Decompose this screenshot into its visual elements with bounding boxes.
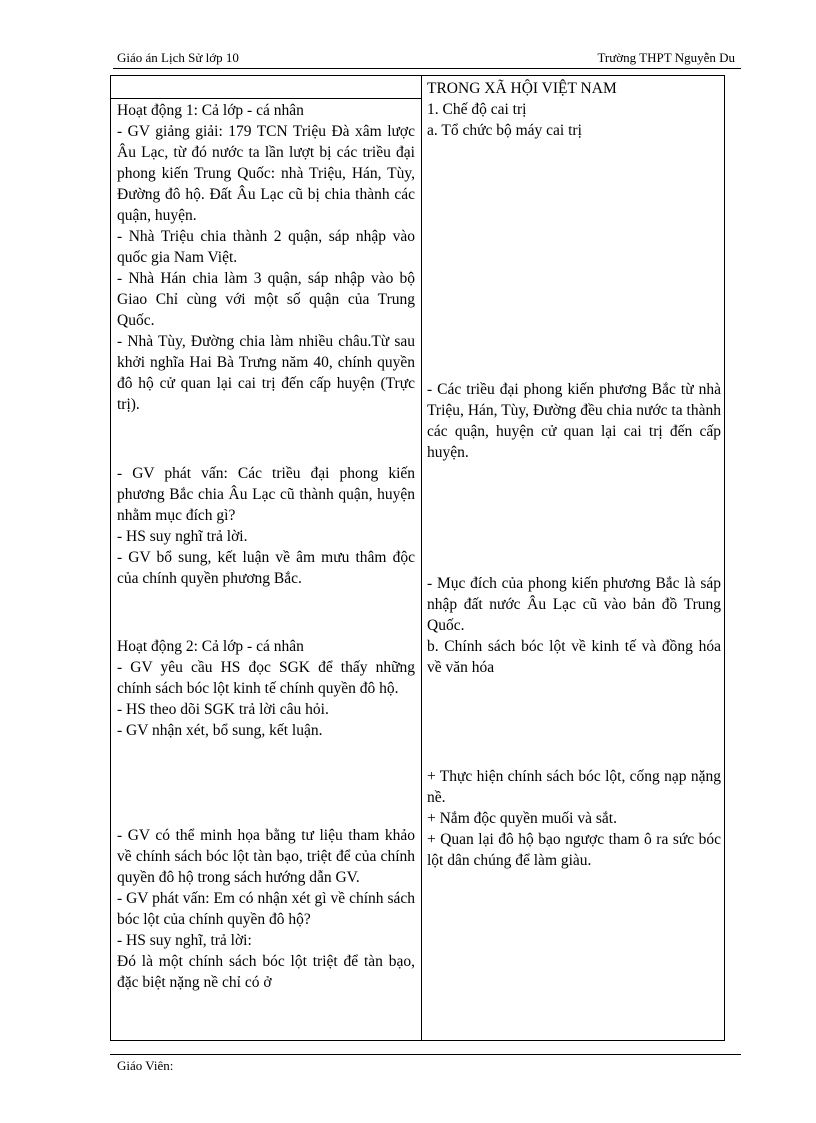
teacher-student-activities-column — [117, 76, 415, 1036]
activity-2-illustration: - GV có thể minh họa bằng tư liệu tham khảo về chính sách bóc lột tàn bạo, triệt để của chính quyền đô hộ trong sách hướng dẫn GV. — [117, 827, 415, 886]
subsection-administration: a. Tổ chức bộ máy cai trị — [427, 122, 582, 139]
knowledge-content-column — [427, 76, 721, 1036]
activity-2-question: - GV phát vấn: Em có nhận xét gì về chính sách bóc lột của chính quyền đô hộ? — [117, 890, 415, 928]
activity-1-han: - Nhà Hán chia làm 3 quận, sáp nhập vào bộ Giao Chỉ cùng với một số quận của Trung Quốc. — [117, 270, 415, 329]
activity-1-heading: Hoạt động 1: Cả lớp - cá nhân — [117, 102, 304, 119]
purpose-block — [427, 573, 721, 678]
activity-2-student-reply: - HS suy nghĩ, trả lời: — [117, 932, 252, 949]
activity-2-heading: Hoạt động 2: Cả lớp - cá nhân — [117, 638, 304, 655]
section-heading-block — [427, 78, 721, 141]
section-title: TRONG XÃ HỘI VIỆT NAM — [427, 80, 617, 97]
footer-teacher-label: Giáo Viên: — [117, 1058, 174, 1073]
administration-summary: - Các triều đại phong kiến phương Bắc từ nhà Triệu, Hán, Tùy, Đường đều chia nước ta thành các quận, huyện cử quan lại cai trị đến cấp huyện. — [427, 381, 721, 461]
activity-2-discussion-block — [117, 825, 415, 993]
activity-2-conclusion: - GV nhận xét, bổ sung, kết luận. — [117, 722, 323, 739]
purpose-summary: - Mục đích của phong kiến phương Bắc là sáp nhập đất nước Âu Lạc cũ vào bản đồ Trung Quốc. — [427, 575, 721, 634]
lesson-table — [110, 75, 725, 1041]
subsection-exploitation-policy: b. Chính sách bóc lột về kinh tế và đồng hóa về văn hóa — [427, 638, 721, 676]
page-header — [113, 50, 739, 68]
exploitation-officials: + Quan lại đô hộ bạo ngược tham ô ra sức bóc lột dân chúng để làm giàu. — [427, 831, 721, 869]
activity-1-tuy-duong: - Nhà Tùy, Đường chia làm nhiều châu.Từ sau khởi nghĩa Hai Bà Trưng năm 40, chính quyền đô hộ cử quan lại cai trị đến cấp huyện (Trực trị). — [117, 333, 415, 413]
column-divider — [421, 76, 422, 1040]
subsection-ruling-regime: 1. Chế độ cai trị — [427, 101, 527, 118]
header-rule — [113, 68, 741, 69]
exploitation-tribute: + Thực hiện chính sách bóc lột, cống nạp nặng nề. — [427, 768, 721, 806]
activity-1-trieu: - Nhà Triệu chia thành 2 quận, sáp nhập vào quốc gia Nam Việt. — [117, 228, 415, 266]
activity-1-conclusion: - GV bổ sung, kết luận về âm mưu thâm độc của chính quyền phương Bắc. — [117, 549, 415, 587]
activity-1-block — [117, 100, 415, 415]
activity-2-block — [117, 636, 415, 741]
administration-summary-block — [427, 379, 721, 463]
activity-2-student-answer: - HS theo dõi SGK trả lời câu hỏi. — [117, 701, 329, 718]
exploitation-details-block — [427, 766, 721, 871]
activity-1-lecture: - GV giảng giải: 179 TCN Triệu Đà xâm lược Âu Lạc, từ đó nước ta lần lượt bị các triều đại phong kiến Trung Quốc: nhà Triệu, Hán, Tùy, Đường đô hộ. Đất Âu Lạc cũ bị chia thành các quận, huyện. — [117, 123, 415, 224]
exploitation-salt-iron: + Nắm độc quyền muối và sắt. — [427, 810, 617, 827]
activity-2-request: - GV yêu cầu HS đọc SGK để thấy những chính sách bóc lột kinh tế chính quyền đô hộ. — [117, 659, 415, 697]
footer-rule — [110, 1054, 741, 1055]
activity-1-student-answer: - HS suy nghĩ trả lời. — [117, 528, 248, 545]
header-school-name: Trường THPT Nguyễn Du — [597, 50, 735, 65]
activity-1-question-block — [117, 463, 415, 589]
activity-2-answer-text: Đó là một chính sách bóc lột triệt để tàn bạo, đặc biệt nặng nề chỉ có ở — [117, 953, 415, 991]
header-course-title: Giáo án Lịch Sử lớp 10 — [117, 50, 239, 65]
activity-1-question: - GV phát vấn: Các triều đại phong kiến phương Bắc chia Âu Lạc cũ thành quận, huyện nhằm mục đích gì? — [117, 465, 415, 524]
